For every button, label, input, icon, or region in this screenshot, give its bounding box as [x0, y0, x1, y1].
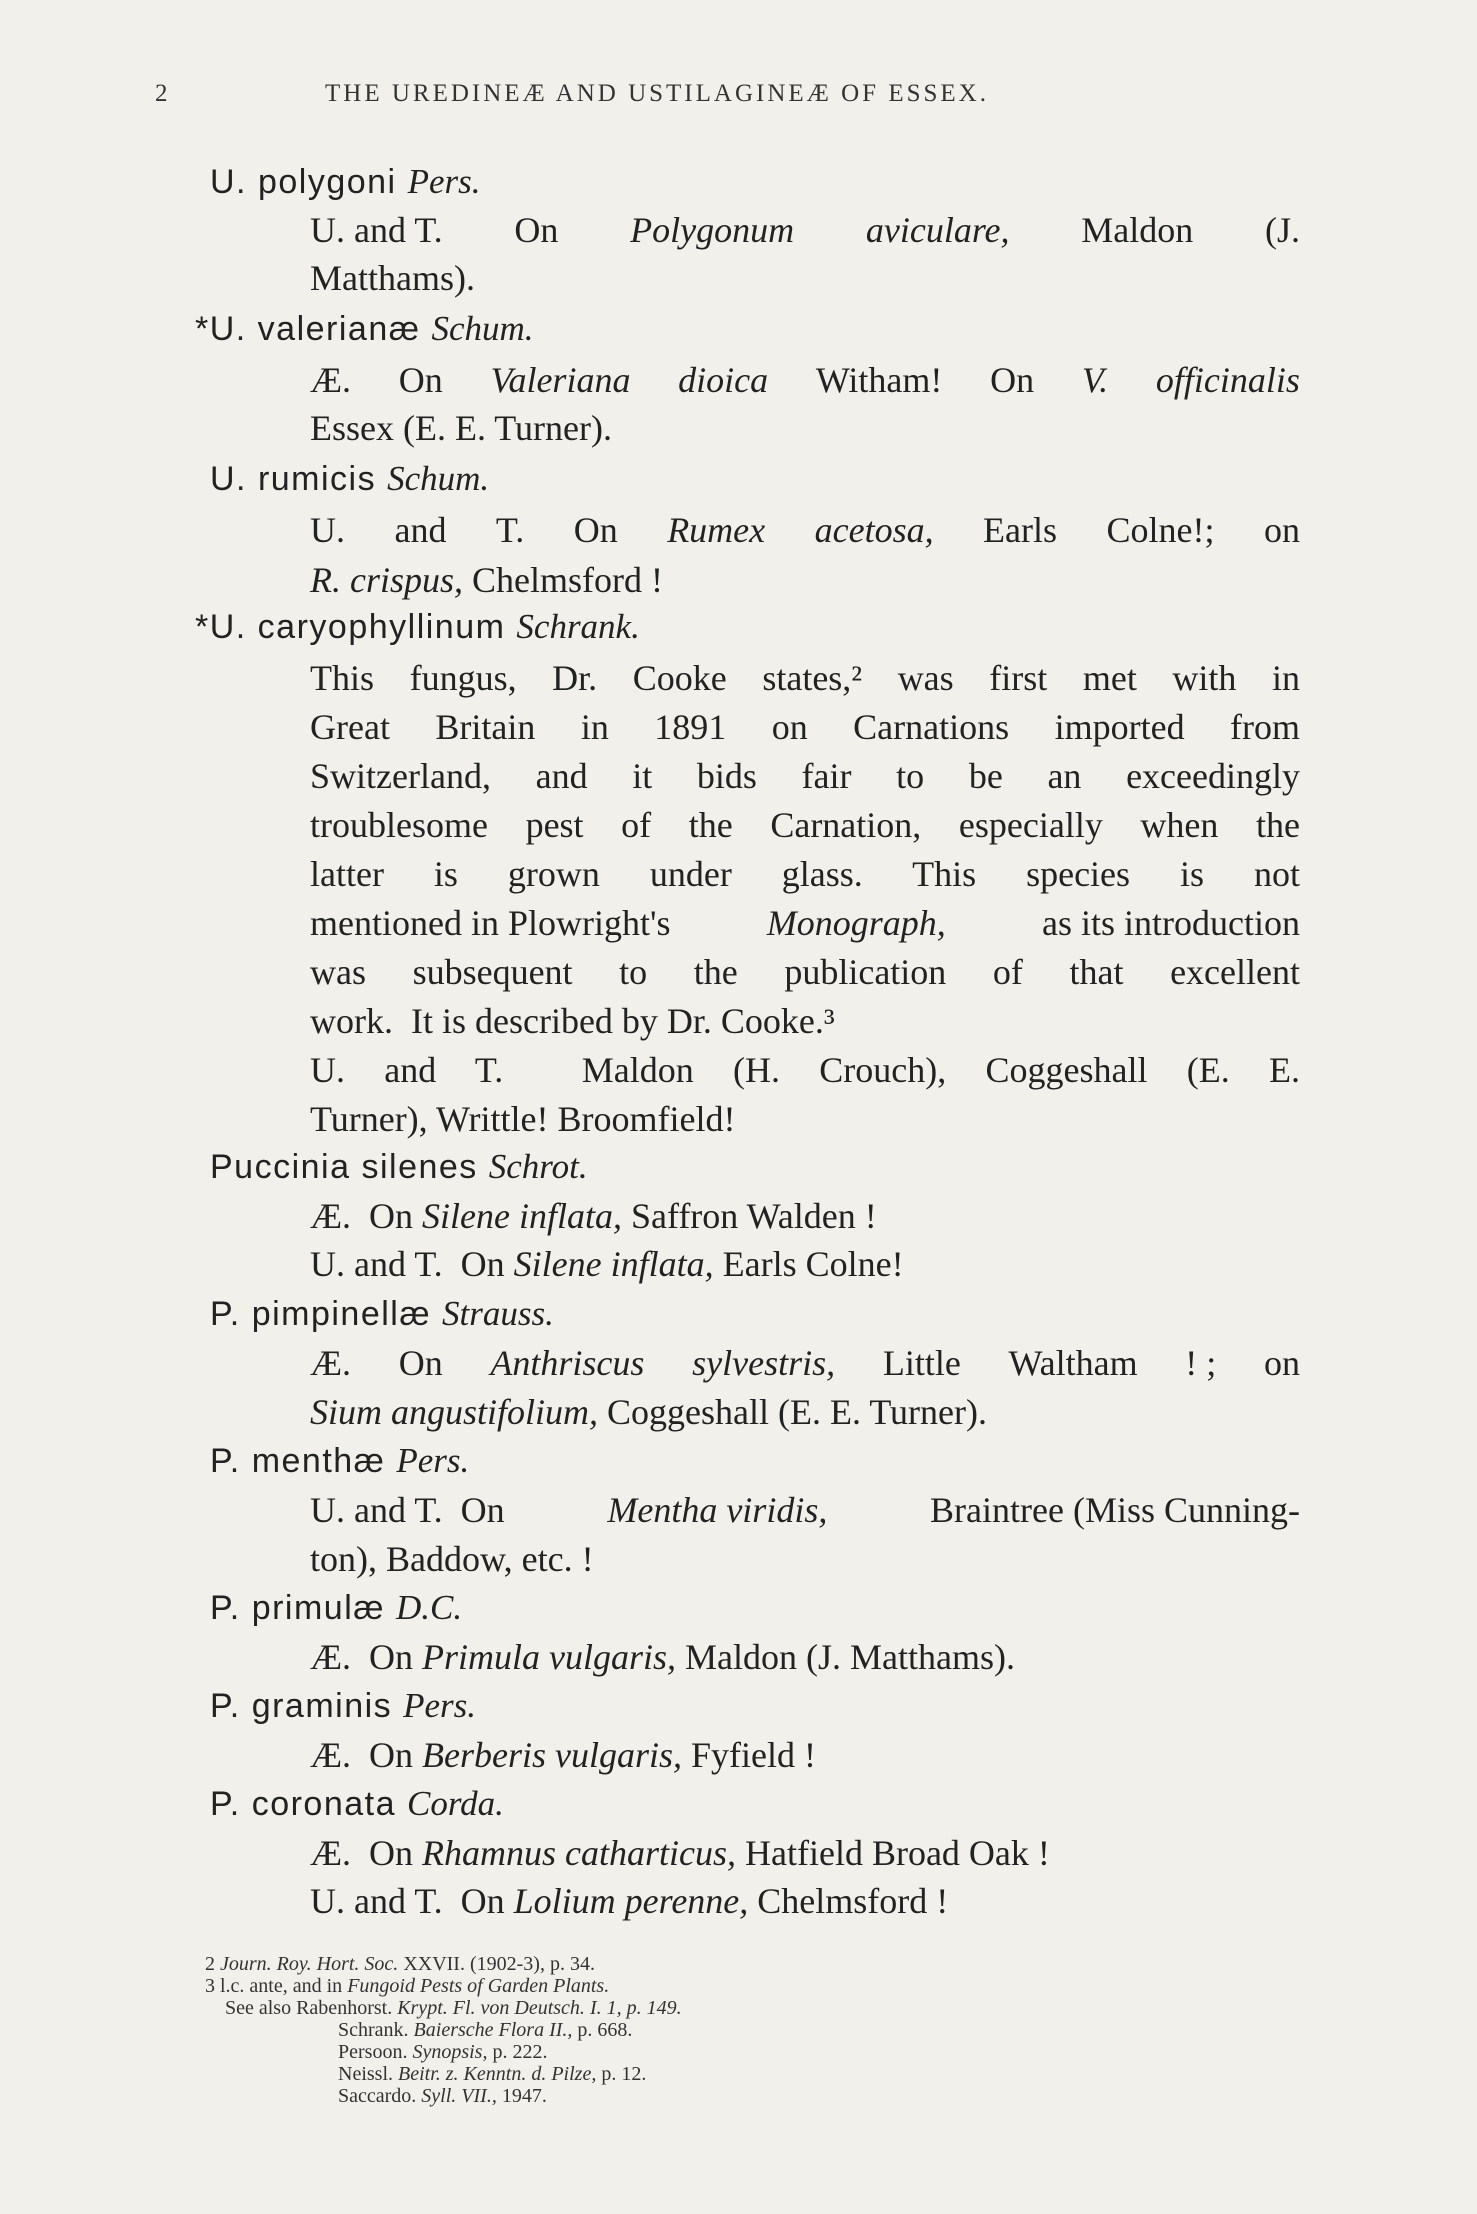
record-line: Æ. On Rhamnus catharticus, Hatfield Broad Oak ! [310, 1833, 1050, 1873]
footnote-see-also: See also Rabenhorst. Krypt. Fl. von Deutsch. I. 1, p. 149. [225, 1997, 682, 2019]
footnote-reference: Neissl. Beitr. z. Kenntn. d. Pilze, p. 12. [338, 2063, 647, 2085]
record-line: U. and T. Maldon (H. Crouch), Coggeshall (E. E. [310, 1050, 1300, 1090]
species-heading-puccinia-silenes: Puccinia silenes Schrot. [210, 1147, 588, 1186]
record-line: U. and T. On Rumex acetosa, Earls Colne!; on [310, 510, 1300, 550]
species-heading-u-valerianae: *U. valerianæ Schum. [195, 309, 534, 348]
footnote-3: 3 l.c. ante, and in Fungoid Pests of Garden Plants. [205, 1975, 610, 1997]
species-heading-p-coronata: P. coronata Corda. [210, 1784, 504, 1823]
record-line: Æ. On Berberis vulgaris, Fyfield ! [310, 1735, 816, 1775]
record-line: Sium angustifolium, Coggeshall (E. E. Turner). [310, 1392, 987, 1432]
species-heading-u-polygoni: U. polygoni Pers. [210, 162, 481, 201]
paragraph-line: mentioned in Plowright's Monograph, as its introduction [310, 903, 1300, 943]
record-line: U. and T. On Silene inflata, Earls Colne! [310, 1244, 904, 1284]
paragraph-line: latter is grown under glass. This species is not [310, 854, 1300, 894]
species-heading-p-graminis: P. graminis Pers. [210, 1686, 477, 1725]
record-line: Æ. On Primula vulgaris, Maldon (J. Matthams). [310, 1637, 1015, 1677]
footnote-reference: Schrank. Baiersche Flora II., p. 668. [338, 2019, 633, 2041]
species-heading-u-caryophyllinum: *U. caryophyllinum Schrank. [195, 607, 640, 646]
record-line: U. and T. On Lolium perenne, Chelmsford ! [310, 1881, 949, 1921]
paragraph-line: Great Britain in 1891 on Carnations imported from [310, 707, 1300, 747]
paragraph-line: work. It is described by Dr. Cooke.³ [310, 1001, 835, 1041]
species-heading-u-rumicis: U. rumicis Schum. [210, 459, 490, 498]
record-line: R. crispus, Chelmsford ! [310, 560, 663, 600]
record-line: Turner), Writtle! Broomfield! [310, 1099, 736, 1139]
footnote-reference: Persoon. Synopsis, p. 222. [338, 2041, 548, 2063]
footnote-2: 2 Journ. Roy. Hort. Soc. XXVII. (1902-3), p. 34. [205, 1953, 595, 1975]
paragraph-line: Switzerland, and it bids fair to be an exceedingly [310, 756, 1300, 796]
species-heading-p-pimpinellae: P. pimpinellæ Strauss. [210, 1294, 554, 1333]
record-line: U. and T. On Mentha viridis, Braintree (Miss Cunning- [310, 1490, 1300, 1530]
footnote-reference: Saccardo. Syll. VII., 1947. [338, 2085, 547, 2107]
record-line: Essex (E. E. Turner). [310, 408, 612, 448]
species-heading-p-primulae: P. primulæ D.C. [210, 1588, 463, 1627]
record-line: ton), Baddow, etc. ! [310, 1539, 594, 1579]
paragraph-line: was subsequent to the publication of that excellent [310, 952, 1300, 992]
species-heading-p-menthae: P. menthæ Pers. [210, 1441, 470, 1480]
paragraph-line: troublesome pest of the Carnation, especially when the [310, 805, 1300, 845]
record-line: Æ. On Anthriscus sylvestris, Little Waltham ! ; on [310, 1343, 1300, 1383]
record-line: Matthams). [310, 258, 475, 298]
running-title: THE UREDINEÆ AND USTILAGINEÆ OF ESSEX. [325, 80, 989, 107]
record-line: Æ. On Silene inflata, Saffron Walden ! [310, 1196, 877, 1236]
record-line: U. and T. On Polygonum aviculare, Maldon (J. [310, 210, 1300, 250]
running-header [0, 80, 1477, 120]
paragraph-line: This fungus, Dr. Cooke states,² was first met with in [310, 658, 1300, 698]
record-line: Æ. On Valeriana dioica Witham! On V. officinalis [310, 360, 1300, 400]
page-number: 2 [155, 80, 171, 107]
